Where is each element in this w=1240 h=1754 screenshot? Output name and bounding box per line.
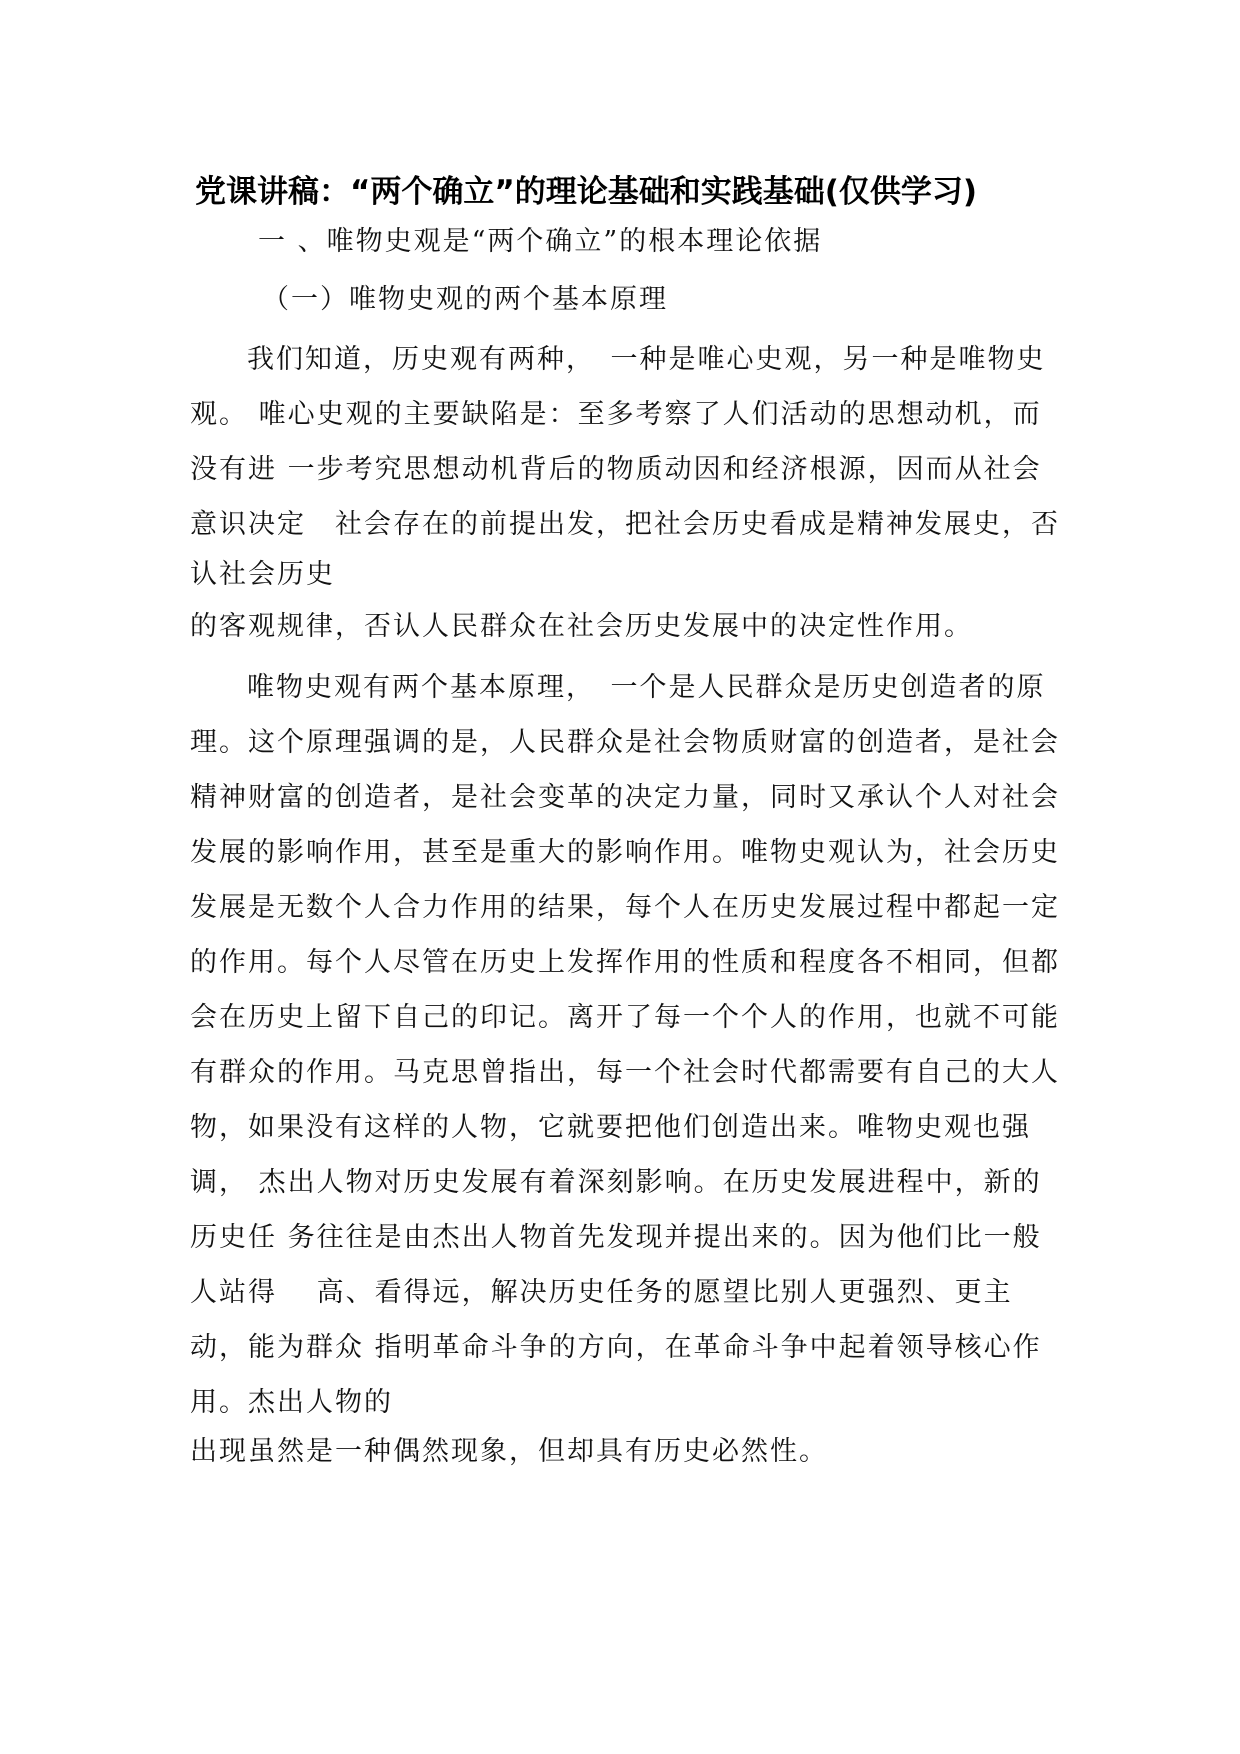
paragraph-line: 的客观规律，否认人民群众在社会历史发展中的决定性作用。 (190, 611, 973, 642)
paragraph-line: 动，能为群众 指明革命斗争的方向，在革命斗争中起着领导核心作 (190, 1332, 1042, 1363)
paragraph-line: 物，如果没有这样的人物，它就要把他们创造出来。唯物史观也强 (190, 1112, 1031, 1143)
section-heading: 一 、唯物史观是“两个确立”的根本理论依据 (258, 226, 823, 257)
paragraph-line: 我们知道，历史观有两种， 一种是唯心史观，另一种是唯物史 (247, 344, 1046, 375)
document-title: 党课讲稿：“两个确立”的理论基础和实践基础(仅供学习) (195, 174, 978, 210)
paragraph-line: 有群众的作用。马克思曾指出，每一个社会时代都需要有自己的大人 (190, 1057, 1060, 1088)
paragraph-line: 会在历史上留下自己的印记。离开了每一个个人的作用，也就不可能 (190, 1002, 1060, 1033)
paragraph-line: 唯物史观有两个基本原理， 一个是人民群众是历史创造者的原 (247, 672, 1046, 703)
paragraph-line: 的作用。每个人尽管在历史上发挥作用的性质和程度各不相同，但都 (190, 947, 1060, 978)
paragraph-line: 发展的影响作用，甚至是重大的影响作用。唯物史观认为，社会历史 (190, 837, 1060, 868)
paragraph-line: 发展是无数个人合力作用的结果，每个人在历史发展过程中都起一定 (190, 892, 1060, 923)
paragraph-line: 理。这个原理强调的是，人民群众是社会物质财富的创造者，是社会 (190, 727, 1060, 758)
subsection-heading: （一）唯物史观的两个基本原理 (262, 284, 668, 315)
paragraph-line: 用。杰出人物的 (190, 1387, 393, 1418)
paragraph-line: 观。 唯心史观的主要缺陷是：至多考察了人们活动的思想动机，而 (190, 399, 1042, 430)
paragraph-line: 历史任 务往往是由杰出人物首先发现并提出来的。因为他们比一般 (190, 1222, 1042, 1253)
paragraph-line: 意识决定 社会存在的前提出发，把社会历史看成是精神发展史，否 (190, 509, 1060, 540)
paragraph-line: 出现虽然是一种偶然现象，但却具有历史必然性。 (190, 1436, 828, 1467)
paragraph-line: 认社会历史 (190, 559, 335, 590)
paragraph-line: 精神财富的创造者，是社会变革的决定力量，同时又承认个人对社会 (190, 782, 1060, 813)
paragraph-line: 没有进 一步考究思想动机背后的物质动因和经济根源，因而从社会 (190, 454, 1042, 485)
paragraph-line: 人站得 高、看得远，解决历史任务的愿望比别人更强烈、更主 (190, 1277, 1013, 1308)
paragraph-line: 调， 杰出人物对历史发展有着深刻影响。在历史发展进程中，新的 (190, 1167, 1042, 1198)
